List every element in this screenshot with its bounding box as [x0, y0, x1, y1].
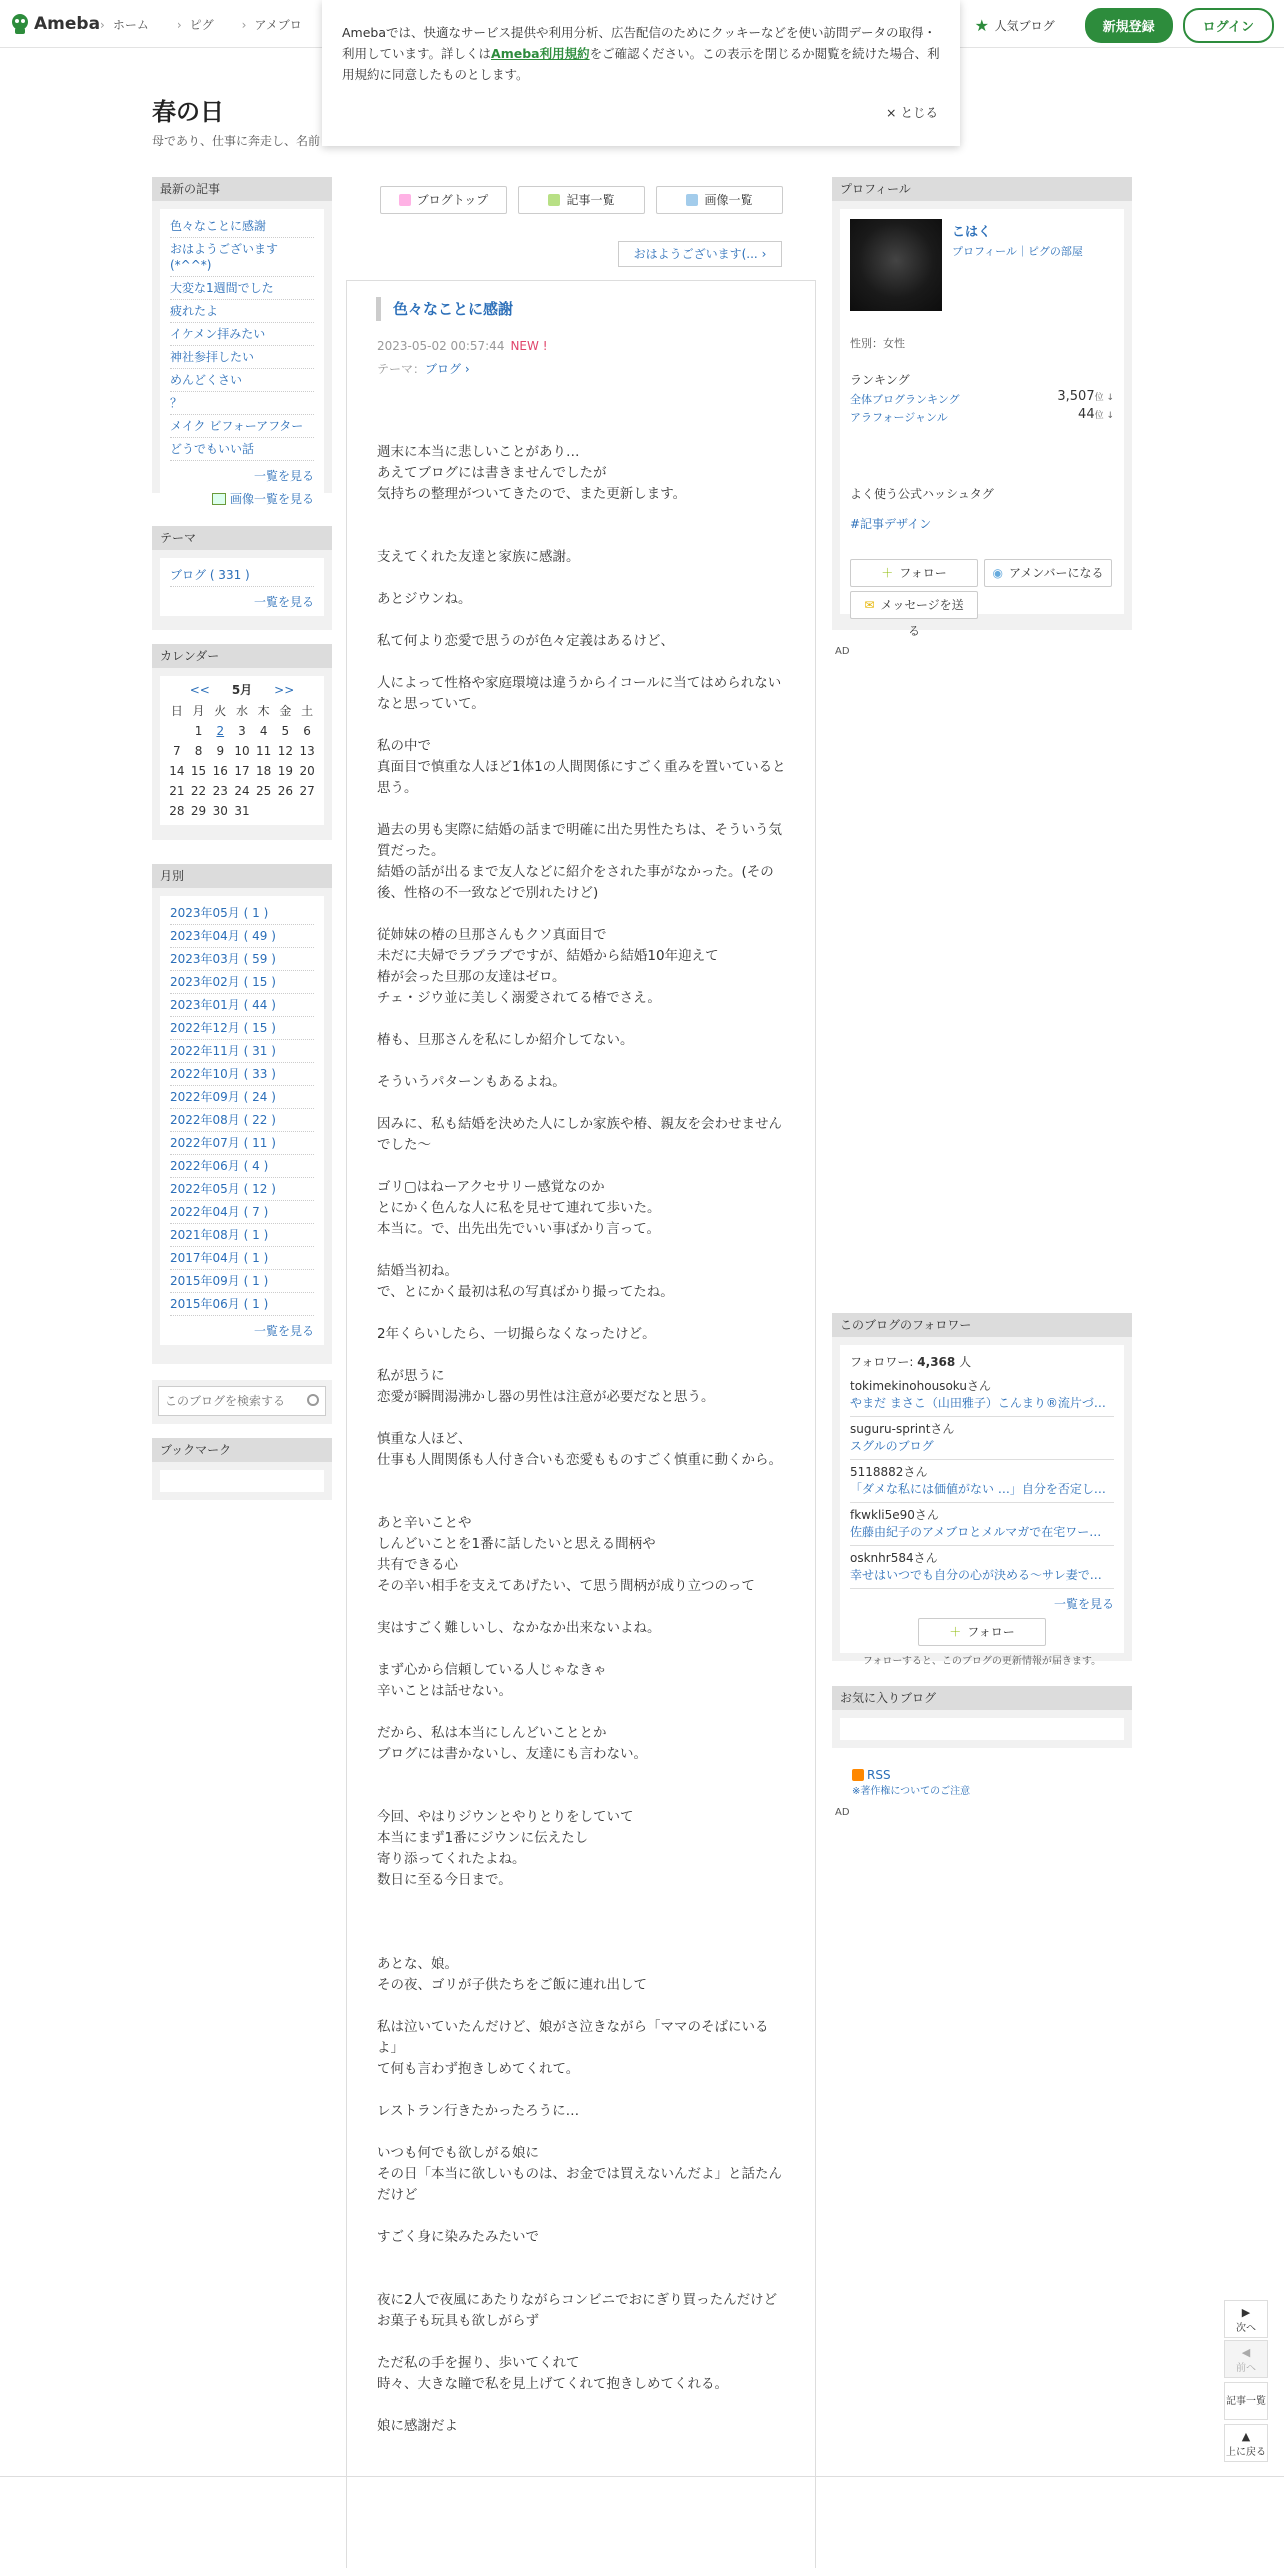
calendar-day: 10 — [234, 744, 250, 758]
archive-item[interactable] — [170, 1040, 314, 1063]
calendar-day — [166, 721, 188, 741]
recent-list-box — [160, 209, 324, 513]
amember-label: アメンバーになる — [1009, 566, 1104, 580]
calendar-day: 18 — [256, 764, 272, 778]
followers-follow-label: フォロー — [967, 1625, 1015, 1639]
recent-entry-link[interactable]: おはようございます(*^^*) — [170, 242, 279, 272]
recent-entry-item[interactable] — [170, 323, 314, 346]
followers-more-link[interactable]: 一覧を見る — [1053, 1597, 1114, 1611]
archive-link[interactable]: 2021年08月 ( 1 ) — [170, 1228, 269, 1242]
calendar-day: 17 — [234, 764, 250, 778]
archive-item[interactable] — [170, 1155, 314, 1178]
recent-entry-item[interactable] — [170, 415, 314, 438]
image-icon — [212, 493, 226, 505]
envelope-icon: ✉ — [864, 598, 875, 612]
hashtag-label: よく使う公式ハッシュタグ — [850, 487, 994, 501]
follower-blog-link[interactable]: 幸せはいつでも自分の心が決める〜サレ妻で… — [850, 1568, 1102, 1582]
theme-heading: テーマ — [152, 526, 332, 550]
popular-label: 人気ブログ — [994, 19, 1055, 33]
next-entry-button[interactable] — [618, 241, 782, 267]
recent-entry-link[interactable]: めんどくさい — [170, 373, 243, 387]
archive-link[interactable]: 2015年06月 ( 1 ) — [170, 1297, 269, 1311]
calendar-day: 6 — [303, 724, 311, 738]
ranking-label: ランキング — [850, 373, 910, 387]
followers-heading: このブログのフォロワー — [832, 1313, 1132, 1337]
archive-item[interactable] — [170, 1201, 314, 1224]
float-next-label: 次へ — [1236, 2323, 1256, 2334]
cookie-notice — [322, 0, 960, 146]
follower-count — [850, 1353, 1114, 1370]
archive-item[interactable] — [170, 1109, 314, 1132]
profile-heading: プロフィール — [832, 177, 1132, 201]
calendar-day: 11 — [256, 744, 272, 758]
recent-entry-link[interactable]: ？ — [170, 396, 183, 410]
archive-link[interactable]: 2022年08月 ( 22 ) — [170, 1113, 276, 1127]
followers-widget — [832, 1313, 1132, 1667]
theme-box — [160, 558, 324, 616]
plus-icon: ＋ — [881, 566, 894, 580]
calendar-day: 7 — [173, 744, 181, 758]
calendar-day: 26 — [277, 784, 293, 798]
rank1-number: 3,507 — [1057, 389, 1095, 404]
profile-gender: 性別：女性 — [850, 337, 905, 350]
popular-blog-link[interactable] — [975, 17, 1055, 34]
calendar-month: 5月 — [231, 683, 253, 697]
rank2-unit: 位 ↓ — [1094, 411, 1114, 421]
calendar-day: 24 — [234, 784, 250, 798]
ad-label: AD — [835, 646, 850, 657]
float-prev-button[interactable] — [1224, 2340, 1268, 2378]
recent-entry-link[interactable]: 神社参拝したい — [170, 350, 255, 364]
image-list-link[interactable]: 画像一覧を見る — [229, 492, 314, 506]
follower-item — [850, 1374, 1114, 1417]
ameba-mascot-icon — [10, 13, 30, 35]
bookmark-widget — [152, 1438, 332, 1500]
cookie-close-button[interactable]: × とじる — [886, 105, 938, 120]
calendar-weekday: 土 — [301, 704, 314, 718]
rank2-number: 44 — [1078, 407, 1095, 422]
archive-link[interactable]: 2023年05月 ( 1 ) — [170, 906, 269, 920]
rank1-unit: 位 ↓ — [1094, 393, 1114, 403]
bookmark-box — [160, 1470, 324, 1492]
archive-item[interactable] — [170, 925, 314, 948]
follower-user: osknhr584さん — [850, 1551, 938, 1565]
calendar-box — [160, 676, 324, 825]
image-list-button[interactable] — [656, 186, 783, 214]
rss-link[interactable]: RSS — [867, 1768, 891, 1782]
float-next-button[interactable] — [1224, 2300, 1268, 2338]
nav-pigg[interactable]: › ピグ — [177, 16, 214, 33]
archive-item[interactable] — [170, 902, 314, 925]
follower-user: suguru-sprintさん — [850, 1422, 955, 1436]
calendar-day: 15 — [190, 764, 207, 778]
calendar-weekday: 火 — [214, 704, 227, 718]
ad-label-2: AD — [835, 1807, 850, 1818]
search-icon[interactable] — [307, 1394, 319, 1406]
favorites-heading: お気に入りブログ — [832, 1686, 1132, 1710]
nav-home[interactable]: › ホーム — [100, 16, 149, 33]
recent-entry-link[interactable]: どうでもいい話 — [170, 442, 255, 456]
calendar-day: 3 — [238, 724, 246, 738]
follower-blog-link[interactable]: やまだ まさこ（山田雅子）こんまり®流片づ… — [850, 1396, 1106, 1410]
archive-link[interactable]: 2022年07月 ( 11 ) — [170, 1136, 276, 1150]
follow-button[interactable] — [850, 559, 978, 587]
calendar-heading: カレンダー — [152, 644, 332, 668]
calendar-next[interactable]: >> — [274, 683, 295, 697]
float-prev-label: 前へ — [1236, 2363, 1256, 2374]
theme-more-link[interactable]: 一覧を見る — [253, 595, 314, 609]
calendar-day: 28 — [169, 804, 185, 818]
entry-theme-label: テーマ： — [377, 362, 426, 376]
follower-blog-link[interactable]: スグルのブログ — [850, 1439, 934, 1453]
calendar-weekday: 日 — [170, 704, 183, 718]
star-icon: ★ — [974, 15, 989, 35]
archive-item[interactable] — [170, 994, 314, 1017]
new-badge: NEW ! — [510, 339, 548, 353]
archive-link[interactable]: 2022年04月 ( 7 ) — [170, 1205, 269, 1219]
arrow-up-icon: ▲ — [1241, 2430, 1251, 2443]
rss-icon — [852, 1769, 864, 1781]
follower-count-number: 4,368 — [917, 1355, 956, 1369]
follow-label: フォロー — [899, 566, 947, 580]
favorites-widget — [832, 1686, 1132, 1748]
calendar-day: 20 — [299, 764, 315, 778]
next-entry-label: おはようございます(... — [633, 247, 758, 261]
global-nav — [100, 16, 302, 33]
blog-search-input[interactable] — [159, 1387, 299, 1415]
recent-entry-link[interactable]: 大変な1週間でした — [170, 281, 274, 295]
recent-heading: 最新の記事 — [152, 177, 332, 201]
recent-entry-item[interactable] — [170, 392, 314, 415]
entry-list-button[interactable] — [518, 186, 645, 214]
message-button[interactable] — [850, 591, 978, 638]
entry-list-icon — [548, 194, 560, 206]
entry-date — [377, 339, 548, 353]
profile-box — [840, 209, 1124, 638]
archive-heading: 月別 — [152, 864, 332, 888]
genre-ranking-link[interactable]: アラフォージャンル — [850, 411, 948, 424]
recent-entry-link[interactable]: メイク ビフォーアフター — [170, 419, 304, 433]
archive-link[interactable]: 2015年09月 ( 1 ) — [170, 1274, 269, 1288]
hashtag-link[interactable]: #記事デザイン — [850, 517, 932, 531]
logo-text: Ameba — [34, 14, 101, 34]
blog-description: 母であり、仕事に奔走し、名前 — [152, 134, 321, 148]
blog-top-button[interactable] — [380, 186, 507, 214]
archive-item[interactable] — [170, 1178, 314, 1201]
calendar-day — [253, 801, 275, 821]
recent-more-link[interactable]: 一覧を見る — [253, 469, 314, 483]
nav-ameblo[interactable]: › アメブロ — [242, 16, 302, 33]
archive-link[interactable]: 2022年06月 ( 4 ) — [170, 1159, 269, 1173]
archive-link[interactable]: 2022年10月 ( 33 ) — [170, 1067, 276, 1081]
float-list-label: 記事一覧 — [1226, 2396, 1266, 2407]
archive-link[interactable]: 2022年11月 ( 31 ) — [170, 1044, 276, 1058]
archive-link[interactable]: 2023年04月 ( 49 ) — [170, 929, 276, 943]
calendar-day: 23 — [212, 784, 228, 798]
entry-list-label: 記事一覧 — [566, 193, 615, 207]
calendar-weekday: 月 — [192, 704, 205, 718]
recent-entry-item[interactable] — [170, 346, 314, 369]
arrow-left-icon: ◀ — [1241, 2346, 1251, 2359]
arrow-right-icon: ▶ — [1241, 2306, 1251, 2319]
image-list-label: 画像一覧 — [704, 193, 753, 207]
followers-list — [850, 1374, 1114, 1589]
blog-top-icon — [399, 194, 411, 206]
recent-entry-item[interactable] — [170, 238, 314, 277]
calendar-day: 22 — [190, 784, 207, 798]
calendar-day[interactable]: 2 — [216, 724, 225, 738]
calendar-day: 1 — [194, 724, 203, 738]
copyright-notice-link[interactable]: ※著作権についてのご注意 — [852, 1786, 971, 1797]
calendar-day: 5 — [281, 724, 290, 738]
archive-item[interactable] — [170, 1247, 314, 1270]
calendar-day: 19 — [277, 764, 293, 778]
bookmark-heading: ブックマーク — [152, 1438, 332, 1462]
search-widget — [152, 1380, 332, 1424]
register-button[interactable]: 新規登録 — [1085, 8, 1173, 43]
calendar-weekday: 木 — [257, 704, 270, 718]
theme-widget — [152, 526, 332, 630]
follower-user: tokimekinohousokuさん — [850, 1379, 991, 1393]
archive-widget — [152, 864, 332, 1364]
message-label: メッセージを送る — [880, 598, 964, 638]
recent-entry-link[interactable]: 色々なことに感謝 — [170, 219, 267, 233]
recent-entries-widget — [152, 177, 332, 506]
archive-link[interactable]: 2017年04月 ( 1 ) — [170, 1251, 269, 1265]
entry-date-text: 2023-05-02 00:57:44 — [377, 339, 505, 353]
calendar-weekday: 金 — [279, 704, 292, 718]
recent-entry-item[interactable] — [170, 300, 314, 323]
header-actions — [975, 8, 1274, 43]
calendar-day: 31 — [234, 804, 250, 818]
calendar-day: 8 — [194, 744, 203, 758]
recent-entry-item[interactable] — [170, 215, 314, 238]
follower-blog-link[interactable]: 佐藤由紀子のアメブロとメルマガで在宅ワー… — [850, 1525, 1102, 1539]
ameba-logo[interactable] — [10, 13, 100, 35]
archive-list — [170, 902, 314, 1316]
followers-box — [840, 1345, 1124, 1667]
login-button[interactable]: ログイン — [1183, 8, 1274, 43]
calendar-day: 4 — [259, 724, 268, 738]
amember-button[interactable] — [984, 559, 1112, 587]
calendar-table — [166, 700, 318, 821]
theme-item-link[interactable]: ブログ ( 331 ) — [170, 568, 250, 582]
follower-item — [850, 1546, 1114, 1589]
follower-count-unit: 人 — [959, 1355, 972, 1369]
calendar-day: 13 — [299, 744, 315, 758]
archive-link[interactable]: 2023年02月 ( 15 ) — [170, 975, 276, 989]
archive-item[interactable] — [170, 1132, 314, 1155]
recent-entry-link[interactable]: 疲れたよ — [170, 304, 219, 318]
followers-follow-button[interactable] — [918, 1618, 1046, 1646]
calendar-day: 16 — [212, 764, 228, 778]
calendar-day: 21 — [169, 784, 185, 798]
entry-theme-link[interactable]: ブログ — [425, 362, 462, 376]
theme-item[interactable] — [170, 564, 314, 587]
calendar-day: 12 — [277, 744, 293, 758]
footer-divider — [0, 2476, 1284, 2477]
cookie-text-1: Amebaでは、快適なサービス提供や利用分析、広告配信のためにクッキーなどを使い訪問データの取得・利用しています。詳しくは — [342, 25, 937, 61]
calendar-weekday: 水 — [235, 704, 248, 718]
archive-link[interactable]: 2022年05月 ( 12 ) — [170, 1182, 276, 1196]
float-list-button[interactable] — [1224, 2382, 1268, 2420]
overall-ranking-link[interactable]: 全体ブログランキング — [850, 393, 960, 406]
calendar-day — [275, 801, 297, 821]
archive-item[interactable] — [170, 1270, 314, 1293]
genre-ranking-value — [1078, 407, 1114, 422]
terms-link[interactable]: Ameba利用規約 — [491, 46, 590, 61]
archive-item[interactable] — [170, 1293, 314, 1316]
profile-avatar[interactable] — [850, 219, 942, 311]
archive-link[interactable]: 2023年03月 ( 59 ) — [170, 952, 276, 966]
rss-block — [852, 1768, 970, 1797]
follower-blog-link[interactable]: 「ダメな私には価値がない …」自分を否定し… — [850, 1482, 1106, 1496]
image-list-icon — [686, 194, 698, 206]
archive-link[interactable]: 2023年01月 ( 44 ) — [170, 998, 276, 1012]
follower-item — [850, 1460, 1114, 1503]
archive-item[interactable] — [170, 948, 314, 971]
calendar-day: 27 — [299, 784, 315, 798]
calendar-day: 14 — [169, 764, 185, 778]
calendar-day: 25 — [256, 784, 272, 798]
recent-entry-link[interactable]: イケメン拝みたい — [170, 327, 266, 341]
archive-item[interactable] — [170, 971, 314, 994]
recent-entry-item[interactable] — [170, 369, 314, 392]
calendar-day: 30 — [212, 804, 228, 818]
chevron-right-icon: › — [761, 247, 767, 261]
calendar-day: 9 — [216, 744, 225, 758]
archive-box — [160, 896, 324, 1345]
follower-count-label: フォロワー: — [850, 1355, 914, 1369]
entry-body: 週末に本当に悲しいことがあり… あえてブログには書きませんでしたが 気持ちの整理がついてきたので、また更新します。 支えてくれた友達と家族に感謝。 あとジウンね。 私て何より恋愛で思うのが色々定義はあるけど、 人によって性格や家庭環境は違うからイコールに当てはめられないなと思っていて。 私の中で 真面目で慎重な人ほど1体1の人間関係にすごく重みを置いていると思う。 過去の男も実際に結婚の話まで明確に出た男性たちは、そういう気質だった。 結婚の話が出るまで友人などに紹介をされた事がなかった。(その後、性格の不一致などで別れたけど) 従姉妹の椿の旦那さんもクソ真面目で 未だに夫婦でラブラブですが、結婚から結婚10年迎えて 椿が会った旦那の友達はゼロ。 チェ・ジウ並に美しく溺愛されてる椿でさえ。 椿も、旦那さんを私にしか紹介してない。 そういうパターンもあるよね。 因みに、私も結婚を決めた人にしか家族や椿、親友を会わせませんでした〜 ゴリ▢はねーアクセサリー感覚なのか とにかく色んな人に私を見せて連れて歩いた。 本当に。で、出先出先でいい事ばかり言って。 結婚当初ね。 で、とにかく最初は私の写真ばかり撮ってたね。 2年くらいしたら、一切撮らなくなったけど。 私が思うに 恋愛が瞬間湯沸かし器の男性は注意が必要だなと思う。 慎重な人ほど、 仕事も人間関係も人付き合いも恋愛もものすごく慎重に動くから。 あと辛いことや しんどいことを1番に話したいと思える間柄や 共有できる心 その辛い相手を支えてあげたい、て思う間柄が成り立つのって 実はすごく難しいし、なかなか出来ないよね。 まず心から信頼している人じゃなきゃ 辛いことは話せない。 だから、私は本当にしんどいこととか ブログには書かないし、友達にも言わない。 今回、やはりジウンとやりとりをしていて 本当にまず1番にジウンに伝えたし 寄り添ってくれたよね。 数日に至る今日まで。 あとな、娘。 その夜、ゴリが子供たちをご飯に連れ出して 私は泣いていたんだけど、娘がさ泣きながら「ママのそばにいるよ」 て何も言わず抱きしめてくれて。 レストラン行きたかったろうに… いつも何でも欲しがる娘に その日「本当に欲しいものは、お金では買えないんだよ」と話たんだけど すごく身に染みたみたいで 夜に2人で夜風にあたりながらコンビニでおにぎり買ったんだけど お菓子も玩具も欲しがらず ただ私の手を握り、歩いてくれて 時々、大きな瞳で私を見上げてくれて抱きしめてくれる。 娘に感謝だよ — [377, 444, 786, 2434]
recent-entry-item[interactable] — [170, 438, 314, 461]
follower-item — [850, 1503, 1114, 1546]
overall-ranking-value — [1057, 389, 1114, 404]
archive-item[interactable] — [170, 1017, 314, 1040]
archive-item[interactable] — [170, 1086, 314, 1109]
archive-more-link[interactable]: 一覧を見る — [253, 1324, 314, 1338]
follow-note: フォローすると、このブログの更新情報が届きます。 — [862, 1656, 1102, 1667]
entry-theme — [377, 360, 470, 377]
recent-entry-item[interactable] — [170, 277, 314, 300]
profile-links[interactable]: プロフィール｜ピグの部屋 — [952, 245, 1083, 258]
profile-widget — [832, 177, 1132, 638]
follower-user: 5118882さん — [850, 1465, 928, 1479]
calendar-day: 29 — [190, 804, 207, 818]
recent-list — [170, 215, 314, 461]
archive-link[interactable]: 2022年12月 ( 15 ) — [170, 1021, 276, 1035]
calendar-prev[interactable]: << — [189, 683, 210, 697]
float-top-button[interactable] — [1224, 2424, 1268, 2462]
blog-title[interactable]: 春の日 — [152, 97, 224, 126]
archive-link[interactable]: 2022年09月 ( 24 ) — [170, 1090, 276, 1104]
cookie-text-2: をご確認ください。この表示を閉じるか閲覧を続けた場合、利用規約に同意したものとします。 — [342, 46, 940, 82]
calendar-day — [296, 801, 318, 821]
profile-name[interactable]: こはく — [952, 225, 992, 240]
archive-item[interactable] — [170, 1063, 314, 1086]
calendar-widget — [152, 644, 332, 840]
follower-item — [850, 1417, 1114, 1460]
entry-title[interactable]: 色々なことに感謝 — [376, 297, 513, 321]
amember-icon: ◉ — [992, 566, 1004, 580]
float-top-label: 上に戻る — [1226, 2447, 1266, 2458]
blog-top-label: ブログトップ — [416, 193, 489, 207]
favorites-box — [840, 1718, 1124, 1740]
chevron-right-icon: › — [464, 362, 470, 376]
follower-user: fkwkli5e90さん — [850, 1508, 939, 1522]
plus-icon: ＋ — [949, 1625, 962, 1639]
archive-item[interactable] — [170, 1224, 314, 1247]
